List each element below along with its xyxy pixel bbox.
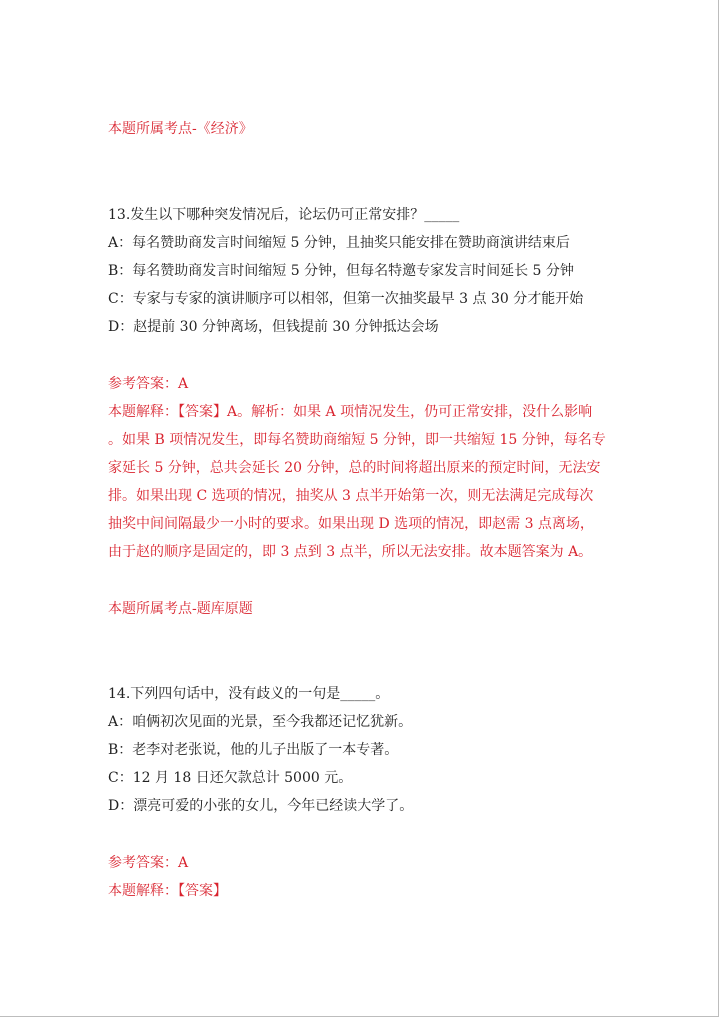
- topic-label-economy: 本题所属考点-《经济》: [108, 121, 253, 137]
- question-14-explanation-line: 本题解释：【答案】: [108, 883, 227, 899]
- question-13-stem: 13.发生以下哪种突发情况后，论坛仍可正常安排？_____: [108, 207, 460, 223]
- question-14-answer: 参考答案：A: [108, 855, 189, 871]
- question-13-explanation-line: 抽奖中间间隔最少一小时的要求。如果出现 D 选项的情况，即赵需 3 点离场，: [108, 516, 594, 532]
- question-14-option-d: D：漂亮可爱的小张的女儿，今年已经读大学了。: [108, 798, 414, 814]
- topic-label-question-bank: 本题所属考点-题库原题: [108, 601, 253, 617]
- question-13-option-b: B：每名赞助商发言时间缩短 5 分钟，但每名特邀专家发言时间延长 5 分钟: [108, 263, 574, 279]
- question-13-explanation-line: 家延长 5 分钟，总共会延长 20 分钟，总的时间将超出原来的预定时间，无法安: [108, 460, 601, 476]
- question-14-option-c: C：12 月 18 日还欠款总计 5000 元。: [108, 770, 353, 786]
- question-13-explanation-line: 本题解释：【答案】A。解析：如果 A 项情况发生，仍可正常安排，没什么影响: [108, 404, 593, 420]
- question-13-explanation-line: 由于赵的顺序是固定的，即 3 点到 3 点半，所以无法安排。故本题答案为 A。: [108, 544, 593, 560]
- question-13-explanation-line: 排。如果出现 C 选项的情况，抽奖从 3 点半开始第一次，则无法满足完成每次: [108, 488, 594, 504]
- question-14-option-a: A：咱俩初次见面的光景，至今我都还记忆犹新。: [108, 714, 413, 730]
- question-14-stem: 14.下列四句话中，没有歧义的一句是_____。: [108, 686, 390, 702]
- question-14-option-b: B：老李对老张说，他的儿子出版了一本专著。: [108, 742, 399, 758]
- question-13-answer: 参考答案：A: [108, 376, 189, 392]
- question-13-explanation-line: 。如果 B 项情况发生，即每名赞助商缩短 5 分钟，即一共缩短 15 分钟，每名专: [108, 432, 606, 448]
- question-13-option-d: D：赵提前 30 分钟离场，但钱提前 30 分钟抵达会场: [108, 319, 439, 335]
- question-13-option-a: A：每名赞助商发言时间缩短 5 分钟，且抽奖只能安排在赞助商演讲结束后: [108, 235, 570, 251]
- question-13-option-c: C：专家与专家的演讲顺序可以相邻，但第一次抽奖最早 3 点 30 分才能开始: [108, 291, 584, 307]
